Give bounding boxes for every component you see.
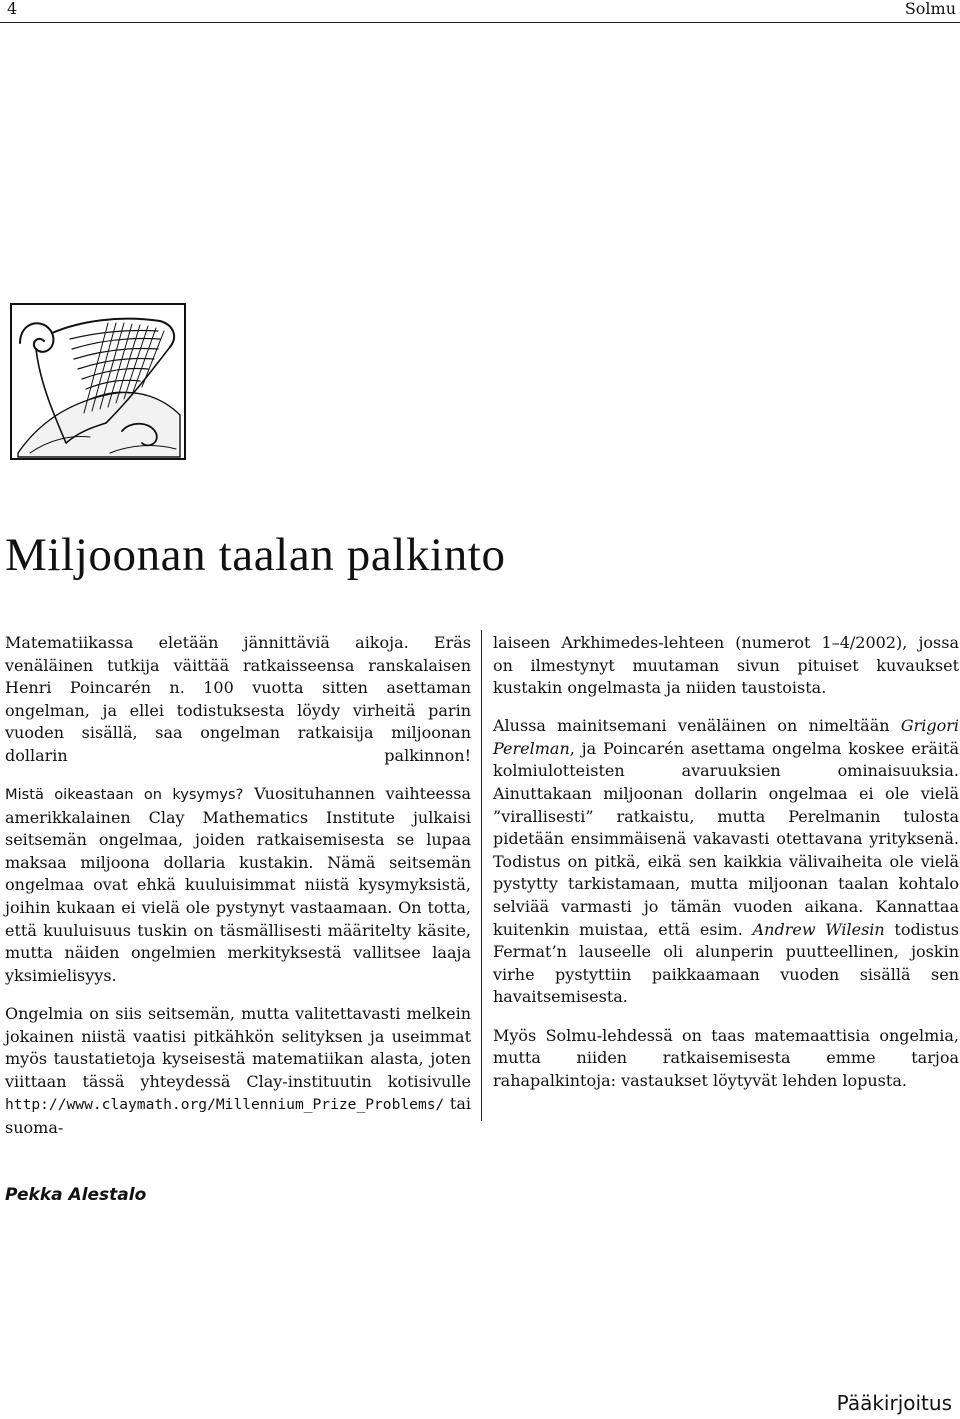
paragraph-text: , ja Poincarén asettama ongelma koskee eräitä kolmiulotteisten avaruuksien ominaisuuksia. Ainuttakaan miljoonan dollarin ongelmaa ei ole vielä ”virallisesti” ratkaistu, mutta Perelmanin tulosta pidetään ensimmäisenä vakavasti otettavana yrityksenä. Todistus on pitkä, eikä sen kaikkia välivaiheita ole vielä pystytty tarkistamaan, mutta miljoonan taalan kohtalo selviää varmasti jo tämän vuoden aikana. Kannattaa kuitenkin muistaa, että esim. [493, 738, 959, 939]
left-column [5, 632, 471, 1155]
body-paragraph [493, 715, 959, 1009]
page-number: 4 [7, 0, 18, 18]
body-paragraph: laiseen Arkhimedes-lehteen (numerot 1–4/2002), jossa on ilmestynyt muutaman sivun pituiset kuvaukset kustakin ongelmasta ja niiden taustoista. [493, 633, 959, 698]
author-signature: Pekka Alestalo [5, 1185, 147, 1205]
journal-name: Solmu [904, 0, 956, 18]
person-name: Grigori Perelman [493, 716, 959, 758]
scroll-illustration-icon [10, 303, 186, 460]
intro-paragraph: Matematiikassa eletään jännittäviä aikoja. Eräs venäläinen tutkija väittää ratkaisseensa ranskalaisen Henri Poincarén n. 100 vuotta sitten asettaman ongelman, ja ellei todistuksesta löydy virheitä parin vuoden sisällä, saa ongelman ratkaisija miljoonan dollarin palkinnon! [5, 633, 471, 765]
section-label: Pääkirjoitus [836, 1391, 952, 1415]
body-paragraph [5, 1003, 471, 1140]
person-name: Andrew Wilesin [752, 919, 885, 939]
paragraph-text: todistus Fermat’n lauseelle oli alunperin puutteellinen, joskin virhe pystyttiin paikkaamaan vuoden sisällä sen havaitsemisesta. [493, 919, 960, 1007]
paragraph-text: Alussa mainitsemani venäläinen on nimeltään [493, 716, 901, 736]
question-heading: Mistä oikeastaan on kysymys? [5, 786, 244, 804]
paragraph-text: Vuosituhannen vaihteessa amerikkalainen Clay Mathematics Institute julkaisi seitsemän ongelmaa, joiden ratkaisemisesta se lupaa maksaa miljoona dollaria kustakin. Nämä seitsemän ongelmaa ovat ehkä kuuluisimmat niistä kysymyksistä, joihin kukaan ei vielä ole pystynyt vastaamaan. On totta, että kuuluisuus tuskin on täsmällisesti määritelty käsite, mutta näiden ongelmien merkityksestä vallitsee laaja yksimielisyys. [5, 784, 471, 985]
column-divider [481, 630, 482, 1121]
paragraph-text: Ongelmia on siis seitsemän, mutta valitettavasti melkein jokainen niistä vaatisi pitkähkön selityksen ja useimmat myös taustatietoja kyseisestä matematiikan alasta, joten viittaan tässä yhteydessä Clay-instituutin kotisivulle [5, 1003, 471, 1091]
running-head [0, 0, 960, 18]
body-paragraph [5, 783, 471, 987]
body-paragraph: Myös Solmu-lehdessä on taas matemaattisia ongelmia, mutta niiden ratkaisemisesta emme tarjoa rahapalkintoja: vastaukset löytyvät lehden lopusta. [493, 1025, 959, 1090]
clay-institute-link[interactable]: http://www.claymath.org/Millennium_Prize_Problems/ [5, 1096, 445, 1114]
header-rule [0, 22, 960, 23]
right-column [493, 632, 959, 1108]
article-title: Miljoonan taalan palkinto [5, 529, 506, 581]
paragraph-text: tai suoma- [5, 1094, 471, 1137]
